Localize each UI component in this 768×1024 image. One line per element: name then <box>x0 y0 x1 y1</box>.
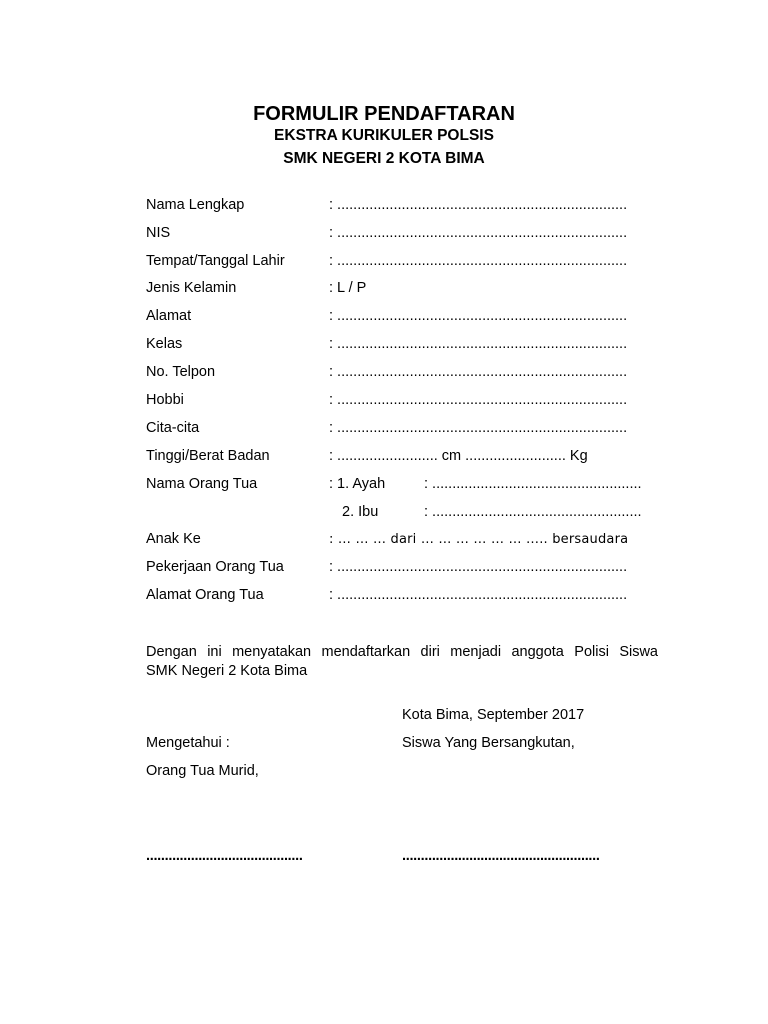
statement-paragraph <box>146 643 658 681</box>
form-title: FORMULIR PENDAFTARAN <box>253 103 515 125</box>
field-label-pekerjaan-orang-tua: Pekerjaan Orang Tua <box>146 559 284 575</box>
student-signature-line: ..................................................... <box>402 848 600 864</box>
field-label-tinggi-berat: Tinggi/Berat Badan <box>146 448 270 464</box>
field-value-no-telpon: : ........................................................................ <box>329 364 628 380</box>
field-label-jenis-kelamin: Jenis Kelamin <box>146 280 237 296</box>
field-value-ibu-label: 2. Ibu <box>342 504 379 520</box>
field-value-hobbi: : ........................................................................ <box>329 392 628 408</box>
form-subtitle-school: SMK NEGERI 2 KOTA BIMA <box>283 150 485 167</box>
field-label-anak-ke: Anak Ke <box>146 531 201 547</box>
place-date: Kota Bima, September 2017 <box>402 707 585 723</box>
field-label-kelas: Kelas <box>146 336 183 352</box>
field-value-ayah: : .................................................... <box>424 476 642 492</box>
field-value-cita-cita: : ........................................................................ <box>329 420 628 436</box>
acknowledged-label: Mengetahui : <box>146 735 230 751</box>
field-value-tinggi-berat: : ......................... cm ......................... Kg <box>329 448 588 464</box>
parent-label: Orang Tua Murid, <box>146 763 259 779</box>
field-label-cita-cita: Cita-cita <box>146 420 200 436</box>
field-value-tempat-tanggal-lahir: : ........................................................................ <box>329 253 628 269</box>
field-label-no-telpon: No. Telpon <box>146 364 216 380</box>
statement-line-1: Dengan ini menyatakan mendaftarkan diri menjadi anggota Polisi Siswa <box>146 644 658 660</box>
field-label-tempat-tanggal-lahir: Tempat/Tanggal Lahir <box>146 253 285 269</box>
statement-line-2: SMK Negeri 2 Kota Bima <box>146 663 308 679</box>
field-label-nama-lengkap: Nama Lengkap <box>146 197 245 213</box>
field-value-kelas: : ........................................................................ <box>329 336 628 352</box>
field-value-nama-lengkap: : ........................................................................ <box>329 197 628 213</box>
field-label-alamat-orang-tua: Alamat Orang Tua <box>146 587 264 603</box>
form-subtitle-program: EKSTRA KURIKULER POLSIS <box>274 127 494 144</box>
field-value-nis: : ........................................................................ <box>329 225 628 241</box>
field-value-anak-ke: : … … … dari … … … … … … ….. bersaudara <box>329 532 629 547</box>
field-label-nis: NIS <box>146 225 171 241</box>
field-value-alamat: : ........................................................................ <box>329 308 628 324</box>
field-label-nama-orang-tua: Nama Orang Tua <box>146 476 258 492</box>
field-label-hobbi: Hobbi <box>146 392 184 408</box>
field-value-alamat-orang-tua: : ........................................................................ <box>329 587 628 603</box>
parent-signature-line: .......................................... <box>146 848 303 864</box>
student-label: Siswa Yang Bersangkutan, <box>402 735 575 751</box>
field-value-jenis-kelamin: : L / P <box>329 280 367 296</box>
field-value-ibu: : .................................................... <box>424 504 642 520</box>
field-value-ayah-label: : 1. Ayah <box>329 476 386 492</box>
field-label-alamat: Alamat <box>146 308 192 324</box>
field-value-pekerjaan-orang-tua: : ........................................................................ <box>329 559 628 575</box>
